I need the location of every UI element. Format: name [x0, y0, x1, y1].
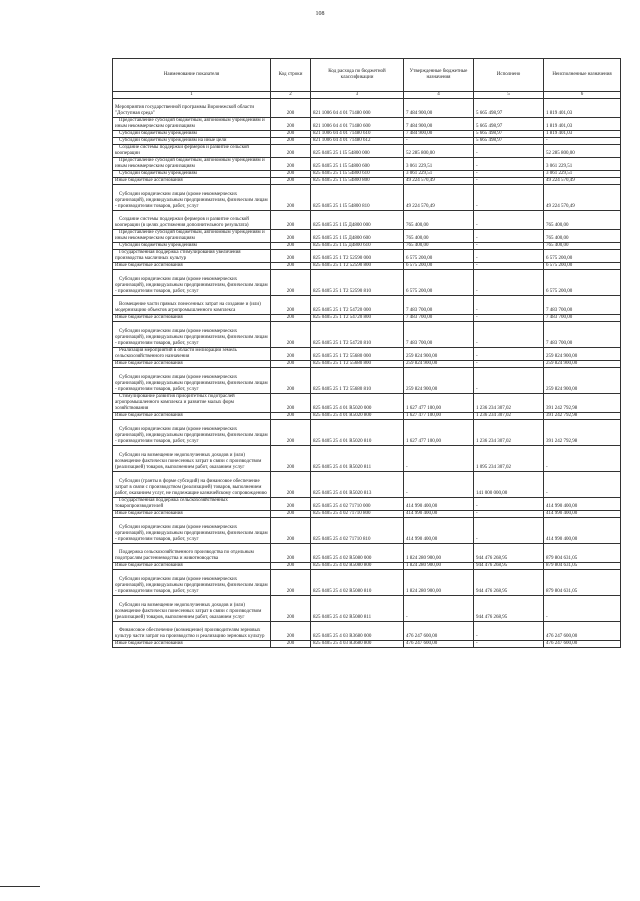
executed-cell: - [474, 622, 544, 641]
executed-cell: - [474, 348, 544, 361]
executed-cell: 944 476 268,95 [474, 596, 544, 622]
line-code-cell: 200 [271, 158, 311, 171]
name-cell: Государственная поддержка сельскохозяйственных товаропроизводителей [113, 498, 271, 511]
line-code-cell: 200 [271, 446, 311, 472]
page-number: 108 [315, 11, 325, 17]
line-code-cell: 200 [271, 118, 311, 131]
header-line-code: Код строки [271, 59, 311, 92]
unexecuted-cell: 259 824 900,00 [544, 361, 621, 368]
column-index: 4 [404, 92, 474, 99]
approved-cell: 1 627 477 100,00 [404, 413, 474, 420]
executed-cell: 5 665 498,97 [474, 131, 544, 138]
table-row [113, 348, 621, 361]
line-code-cell: 200 [271, 178, 311, 185]
column-index: 2 [271, 92, 311, 99]
classification-code-cell: 821 1006 04 4 01 71480 612 [311, 138, 404, 145]
unexecuted-cell: 259 824 900,00 [544, 348, 621, 361]
approved-cell: 765 400,00 [404, 243, 474, 250]
executed-cell: 1 095 234 307,02 [474, 446, 544, 472]
classification-code-cell: 825 0405 25 4 02 71710 000 [311, 498, 404, 511]
name-cell: Реализация мероприятий в области мелиорации земель сельскохозяйственного назначения [113, 348, 271, 361]
approved-cell: 7 483 700,00 [404, 322, 474, 348]
name-cell: Иные бюджетные ассигнования [113, 413, 271, 420]
approved-cell: 7 484 900,00 [404, 131, 474, 138]
approved-cell: - [404, 472, 474, 498]
name-cell: Иные бюджетные ассигнования [113, 511, 271, 518]
unexecuted-cell: 476 247 600,00 [544, 622, 621, 641]
unexecuted-cell: 879 804 631,05 [544, 563, 621, 570]
table-row [113, 518, 621, 544]
approved-cell: 259 824 900,00 [404, 368, 474, 394]
unexecuted-cell: - [544, 138, 621, 145]
executed-cell: - [474, 641, 544, 648]
approved-cell: 6 575 200,00 [404, 250, 474, 263]
approved-cell: 49 224 570,49 [404, 178, 474, 185]
column-index: 5 [474, 92, 544, 99]
table-row [113, 178, 621, 185]
approved-cell: 1 824 280 900,00 [404, 570, 474, 596]
column-index: 1 [113, 92, 271, 99]
approved-cell: 49 224 570,49 [404, 185, 474, 211]
name-cell: Мероприятия государственной программы Воронежской области "Доступная среда" [113, 99, 271, 118]
name-cell: Иные бюджетные ассигнования [113, 361, 271, 368]
unexecuted-cell: 3 061 229,51 [544, 158, 621, 171]
unexecuted-cell: 765 400,00 [544, 211, 621, 230]
unexecuted-cell: 879 804 631,05 [544, 570, 621, 596]
name-cell: Предоставление субсидий бюджетным, автономным учреждениям и иным некоммерческим организациям [113, 158, 271, 171]
header-row [113, 59, 621, 92]
line-code-cell: 200 [271, 544, 311, 563]
name-cell: Субсидии юридическим лицам (кроме некоммерческих организаций), индивидуальным предпринимателям, физическим лицам - производителям товаров, работ, услуг [113, 270, 271, 296]
classification-code-cell: 825 0405 25 1 I5 54800 800 [311, 178, 404, 185]
name-cell: Стимулирование развития приоритетных подотраслей агропромышленного комплекса и развитие малых форм хозяйствования [113, 394, 271, 413]
line-code-cell: 200 [271, 570, 311, 596]
table-row [113, 296, 621, 315]
unexecuted-cell: - [544, 446, 621, 472]
executed-cell: 944 476 268,95 [474, 563, 544, 570]
unexecuted-cell: 7 483 700,00 [544, 322, 621, 348]
approved-cell: 6 575 200,00 [404, 270, 474, 296]
table-row [113, 563, 621, 570]
line-code-cell: 200 [271, 518, 311, 544]
table-row [113, 99, 621, 118]
executed-cell: - [474, 171, 544, 178]
table-row [113, 270, 621, 296]
line-code-cell: 200 [271, 596, 311, 622]
executed-cell: 5 665 498,97 [474, 118, 544, 131]
executed-cell: - [474, 296, 544, 315]
classification-code-cell: 825 0405 25 1 I5 54800 000 [311, 145, 404, 158]
line-code-cell: 200 [271, 263, 311, 270]
executed-cell: - [474, 498, 544, 511]
classification-code-cell: 825 0405 25 4 02 R5080 800 [311, 563, 404, 570]
executed-cell: - [474, 158, 544, 171]
table-row [113, 250, 621, 263]
classification-code-cell: 825 0405 25 4 02 71710 800 [311, 511, 404, 518]
table-row [113, 446, 621, 472]
line-code-cell: 200 [271, 368, 311, 394]
approved-cell: 259 824 900,00 [404, 348, 474, 361]
name-cell: Иные бюджетные ассигнования [113, 263, 271, 270]
table-row [113, 145, 621, 158]
classification-code-cell: 825 0405 25 1 T2 52590 810 [311, 270, 404, 296]
header-executed: Исполнено [474, 59, 544, 92]
executed-cell: - [474, 185, 544, 211]
name-cell: Субсидии юридическим лицам (кроме некоммерческих организаций), индивидуальным предпринимателям, физическим лицам - производителям товаров, работ, услуг [113, 518, 271, 544]
table-row [113, 498, 621, 511]
classification-code-cell: 825 0405 25 4 02 R5080 000 [311, 544, 404, 563]
line-code-cell: 200 [271, 270, 311, 296]
line-code-cell: 200 [271, 243, 311, 250]
table-row [113, 263, 621, 270]
line-code-cell: 200 [271, 622, 311, 641]
line-code-cell: 200 [271, 185, 311, 211]
name-cell: Возмещение части прямых понесенных затрат на создание и (или) модернизацию объектов агропромышленного комплекса [113, 296, 271, 315]
executed-cell: 944 476 268,95 [474, 570, 544, 596]
table-row [113, 158, 621, 171]
unexecuted-cell: 1 819 401,03 [544, 99, 621, 118]
classification-code-cell: 825 0405 25 4 02 71710 810 [311, 518, 404, 544]
executed-cell: 1 236 234 307,02 [474, 413, 544, 420]
line-code-cell: 200 [271, 138, 311, 145]
column-index-row [113, 92, 621, 99]
name-cell: Предоставление субсидий бюджетным, автономным учреждениям и иным некоммерческим организациям [113, 230, 271, 243]
name-cell: Субсидии юридическим лицам (кроме некоммерческих организаций), индивидуальным предпринимателям, физическим лицам - производителям товаров, работ, услуг [113, 185, 271, 211]
line-code-cell: 200 [271, 498, 311, 511]
unexecuted-cell: 7 483 700,00 [544, 296, 621, 315]
classification-code-cell: 825 0405 25 1 T2 54720 810 [311, 322, 404, 348]
unexecuted-cell: 6 575 200,00 [544, 270, 621, 296]
classification-code-cell: 825 0405 25 1 T2 54720 000 [311, 296, 404, 315]
unexecuted-cell: 49 224 570,49 [544, 185, 621, 211]
approved-cell: 414 990 400,00 [404, 498, 474, 511]
approved-cell: 414 990 400,00 [404, 511, 474, 518]
classification-code-cell: 825 0405 25 4 02 R5080 810 [311, 570, 404, 596]
unexecuted-cell: 414 990 400,00 [544, 511, 621, 518]
executed-cell: 141 000 000,00 [474, 472, 544, 498]
name-cell: Субсидии на возмещение недополученных доходов и (или) возмещение фактически понесенных затрат в связи с производством (реализацией) товаров, выполнением работ, оказанием услуг [113, 596, 271, 622]
classification-code-cell: 825 0405 25 1 I5 Д4800 610 [311, 243, 404, 250]
unexecuted-cell: 7 483 700,00 [544, 315, 621, 322]
executed-cell: - [474, 178, 544, 185]
unexecuted-cell: 391 242 792,98 [544, 420, 621, 446]
executed-cell: 944 476 268,95 [474, 544, 544, 563]
line-code-cell: 200 [271, 472, 311, 498]
unexecuted-cell: 414 990 400,00 [544, 498, 621, 511]
classification-code-cell: 825 0405 25 4 03 R3680 000 [311, 622, 404, 641]
name-cell: Субсидии юридическим лицам (кроме некоммерческих организаций), индивидуальным предпринимателям, физическим лицам - производителям товаров, работ, услуг [113, 368, 271, 394]
classification-code-cell: 825 0405 25 4 03 R3680 800 [311, 641, 404, 648]
approved-cell: 765 400,00 [404, 211, 474, 230]
classification-code-cell: 825 0405 25 1 I5 Д4800 600 [311, 230, 404, 243]
approved-cell: 414 990 400,00 [404, 518, 474, 544]
approved-cell: 476 247 600,00 [404, 641, 474, 648]
unexecuted-cell: 49 224 570,49 [544, 178, 621, 185]
approved-cell: 6 575 200,00 [404, 263, 474, 270]
executed-cell: 5 665 498,97 [474, 99, 544, 118]
table-row [113, 413, 621, 420]
name-cell: Предоставление субсидий бюджетным, автономным учреждениям и иным некоммерческим организациям [113, 118, 271, 131]
executed-cell: - [474, 211, 544, 230]
column-index: 6 [544, 92, 621, 99]
unexecuted-cell: 391 242 792,98 [544, 394, 621, 413]
classification-code-cell: 825 0405 25 4 02 R5080 811 [311, 596, 404, 622]
line-code-cell: 200 [271, 145, 311, 158]
approved-cell: 1 627 477 100,00 [404, 420, 474, 446]
header-unexecuted: Неисполненные назначения [544, 59, 621, 92]
executed-cell: - [474, 243, 544, 250]
bottom-edge-line [0, 886, 40, 887]
executed-cell: - [474, 315, 544, 322]
table-row [113, 641, 621, 648]
classification-code-cell: 825 0405 25 1 I5 54800 810 [311, 185, 404, 211]
unexecuted-cell: 1 819 401,03 [544, 131, 621, 138]
table-row [113, 596, 621, 622]
table-row [113, 368, 621, 394]
table-row [113, 511, 621, 518]
approved-cell: 1 824 280 900,00 [404, 563, 474, 570]
classification-code-cell: 825 0405 25 4 01 R5020 810 [311, 420, 404, 446]
unexecuted-cell: 1 819 401,03 [544, 118, 621, 131]
unexecuted-cell: 414 990 400,00 [544, 518, 621, 544]
classification-code-cell: 825 0405 25 1 T2 55680 800 [311, 361, 404, 368]
table-row [113, 118, 621, 131]
classification-code-cell: 825 0405 25 1 T2 55680 810 [311, 368, 404, 394]
executed-cell: - [474, 230, 544, 243]
approved-cell: 765 400,00 [404, 230, 474, 243]
header-approved: Утвержденные бюджетные назначения [404, 59, 474, 92]
line-code-cell: 200 [271, 420, 311, 446]
line-code-cell: 200 [271, 131, 311, 138]
line-code-cell: 200 [271, 511, 311, 518]
name-cell: Субсидии юридическим лицам (кроме некоммерческих организаций), индивидуальным предпринимателям, физическим лицам - производителям товаров, работ, услуг [113, 322, 271, 348]
executed-cell: - [474, 368, 544, 394]
approved-cell: 52 285 800,00 [404, 145, 474, 158]
approved-cell: 1 824 280 900,00 [404, 544, 474, 563]
table-row [113, 138, 621, 145]
table-row [113, 361, 621, 368]
approved-cell: 3 061 229,51 [404, 158, 474, 171]
executed-cell: - [474, 511, 544, 518]
name-cell: Финансовое обеспечение (возмещение) производителям зерновых культур части затрат на производство и реализацию зерновых культур [113, 622, 271, 641]
unexecuted-cell: - [544, 596, 621, 622]
executed-cell: - [474, 145, 544, 158]
table-row [113, 315, 621, 322]
column-index: 3 [311, 92, 404, 99]
classification-code-cell: 825 0405 25 1 T2 52590 800 [311, 263, 404, 270]
name-cell: Субсидии бюджетным учреждениям [113, 131, 271, 138]
name-cell: Субсидии юридическим лицам (кроме некоммерческих организаций), индивидуальным предпринимателям, физическим лицам - производителям товаров, работ, услуг [113, 420, 271, 446]
executed-cell: 1 236 234 307,02 [474, 420, 544, 446]
line-code-cell: 200 [271, 211, 311, 230]
unexecuted-cell: 765 400,00 [544, 230, 621, 243]
classification-code-cell: 825 0405 25 1 T2 52590 000 [311, 250, 404, 263]
header-name: Наименование показателя [113, 59, 271, 92]
approved-cell: 7 483 700,00 [404, 315, 474, 322]
line-code-cell: 200 [271, 413, 311, 420]
approved-cell: 259 824 900,00 [404, 361, 474, 368]
executed-cell: - [474, 250, 544, 263]
classification-code-cell: 825 0405 25 1 I5 54800 610 [311, 171, 404, 178]
approved-cell: 3 061 229,51 [404, 171, 474, 178]
approved-cell: 7 484 900,00 [404, 99, 474, 118]
executed-cell: 5 665 498,97 [474, 138, 544, 145]
name-cell: Субсидии (гранты в форме субсидий) на финансовое обеспечение затрат в связи с производством (реализацией) товаров, выполнением работ, оказанием услуг, не подлежащие казначейскому сопровождению [113, 472, 271, 498]
classification-code-cell: 825 0405 25 4 01 R5020 813 [311, 472, 404, 498]
classification-code-cell: 825 0405 25 1 I5 Д4800 000 [311, 211, 404, 230]
unexecuted-cell: 6 575 200,00 [544, 263, 621, 270]
name-cell: Государственная поддержка стимулирования увеличения производства масличных культур [113, 250, 271, 263]
line-code-cell: 200 [271, 563, 311, 570]
name-cell: Иные бюджетные ассигнования [113, 563, 271, 570]
name-cell: Создание системы поддержки фермеров и развитие сельской кооперации (в целях достижения дополнительного результата) [113, 211, 271, 230]
unexecuted-cell: 3 061 229,51 [544, 171, 621, 178]
name-cell: Субсидии бюджетным учреждениям на иные цели [113, 138, 271, 145]
table-row [113, 171, 621, 178]
unexecuted-cell: 52 285 800,00 [544, 145, 621, 158]
table-row [113, 185, 621, 211]
classification-code-cell: 825 0405 25 1 T2 54720 800 [311, 315, 404, 322]
approved-cell: - [404, 446, 474, 472]
classification-code-cell: 825 0405 25 4 01 R5020 811 [311, 446, 404, 472]
table-row [113, 230, 621, 243]
executed-cell: - [474, 518, 544, 544]
approved-cell: - [404, 596, 474, 622]
classification-code-cell: 821 1006 04 4 01 71480 610 [311, 131, 404, 138]
table-row [113, 243, 621, 250]
name-cell: Создание системы поддержки фермеров и развитие сельской кооперации [113, 145, 271, 158]
approved-cell: 476 247 600,00 [404, 622, 474, 641]
approved-cell: 7 484 900,00 [404, 118, 474, 131]
unexecuted-cell: 391 242 792,98 [544, 413, 621, 420]
name-cell: Иные бюджетные ассигнования [113, 315, 271, 322]
line-code-cell: 200 [271, 348, 311, 361]
header-classification-code: Код расхода по бюджетной классификации [311, 59, 404, 92]
line-code-cell: 200 [271, 322, 311, 348]
table-row [113, 420, 621, 446]
classification-code-cell: 825 0405 25 1 T2 55680 000 [311, 348, 404, 361]
line-code-cell: 200 [271, 250, 311, 263]
unexecuted-cell: - [544, 472, 621, 498]
line-code-cell: 200 [271, 230, 311, 243]
classification-code-cell: 821 1006 04 4 01 71480 600 [311, 118, 404, 131]
executed-cell: - [474, 361, 544, 368]
line-code-cell: 200 [271, 641, 311, 648]
table-row [113, 211, 621, 230]
executed-cell: - [474, 270, 544, 296]
table-row [113, 544, 621, 563]
approved-cell: 7 483 700,00 [404, 296, 474, 315]
name-cell: Иные бюджетные ассигнования [113, 641, 271, 648]
unexecuted-cell: 765 400,00 [544, 243, 621, 250]
budget-execution-table [112, 58, 621, 648]
name-cell: Субсидии на возмещение недополученных доходов и (или) возмещение фактически понесенных затрат в связи с производством (реализацией) товаров, выполнением работ, оказанием услуг [113, 446, 271, 472]
name-cell: Поддержка сельскохозяйственного производства по отдельным подотраслям растениеводства и животноводства [113, 544, 271, 563]
line-code-cell: 200 [271, 361, 311, 368]
line-code-cell: 200 [271, 315, 311, 322]
name-cell: Иные бюджетные ассигнования [113, 178, 271, 185]
approved-cell: - [404, 138, 474, 145]
line-code-cell: 200 [271, 99, 311, 118]
name-cell: Субсидии бюджетным учреждениям [113, 171, 271, 178]
line-code-cell: 200 [271, 394, 311, 413]
unexecuted-cell: 879 804 631,05 [544, 544, 621, 563]
table-row [113, 131, 621, 138]
table-row [113, 394, 621, 413]
line-code-cell: 200 [271, 296, 311, 315]
unexecuted-cell: 476 247 600,00 [544, 641, 621, 648]
line-code-cell: 200 [271, 171, 311, 178]
classification-code-cell: 821 1006 04 4 01 71480 000 [311, 99, 404, 118]
classification-code-cell: 825 0405 25 1 I5 54800 600 [311, 158, 404, 171]
classification-code-cell: 825 0405 25 4 01 R5020 800 [311, 413, 404, 420]
name-cell: Субсидии бюджетным учреждениям [113, 243, 271, 250]
name-cell: Субсидии юридическим лицам (кроме некоммерческих организаций), индивидуальным предпринимателям, физическим лицам - производителям товаров, работ, услуг [113, 570, 271, 596]
unexecuted-cell: 6 575 200,00 [544, 250, 621, 263]
table-row [113, 322, 621, 348]
executed-cell: - [474, 322, 544, 348]
unexecuted-cell: 259 824 900,00 [544, 368, 621, 394]
table-row [113, 622, 621, 641]
table-row [113, 570, 621, 596]
table-row [113, 472, 621, 498]
classification-code-cell: 825 0405 25 4 01 R5020 000 [311, 394, 404, 413]
executed-cell: 1 236 234 307,02 [474, 394, 544, 413]
approved-cell: 1 627 477 100,00 [404, 394, 474, 413]
executed-cell: - [474, 263, 544, 270]
